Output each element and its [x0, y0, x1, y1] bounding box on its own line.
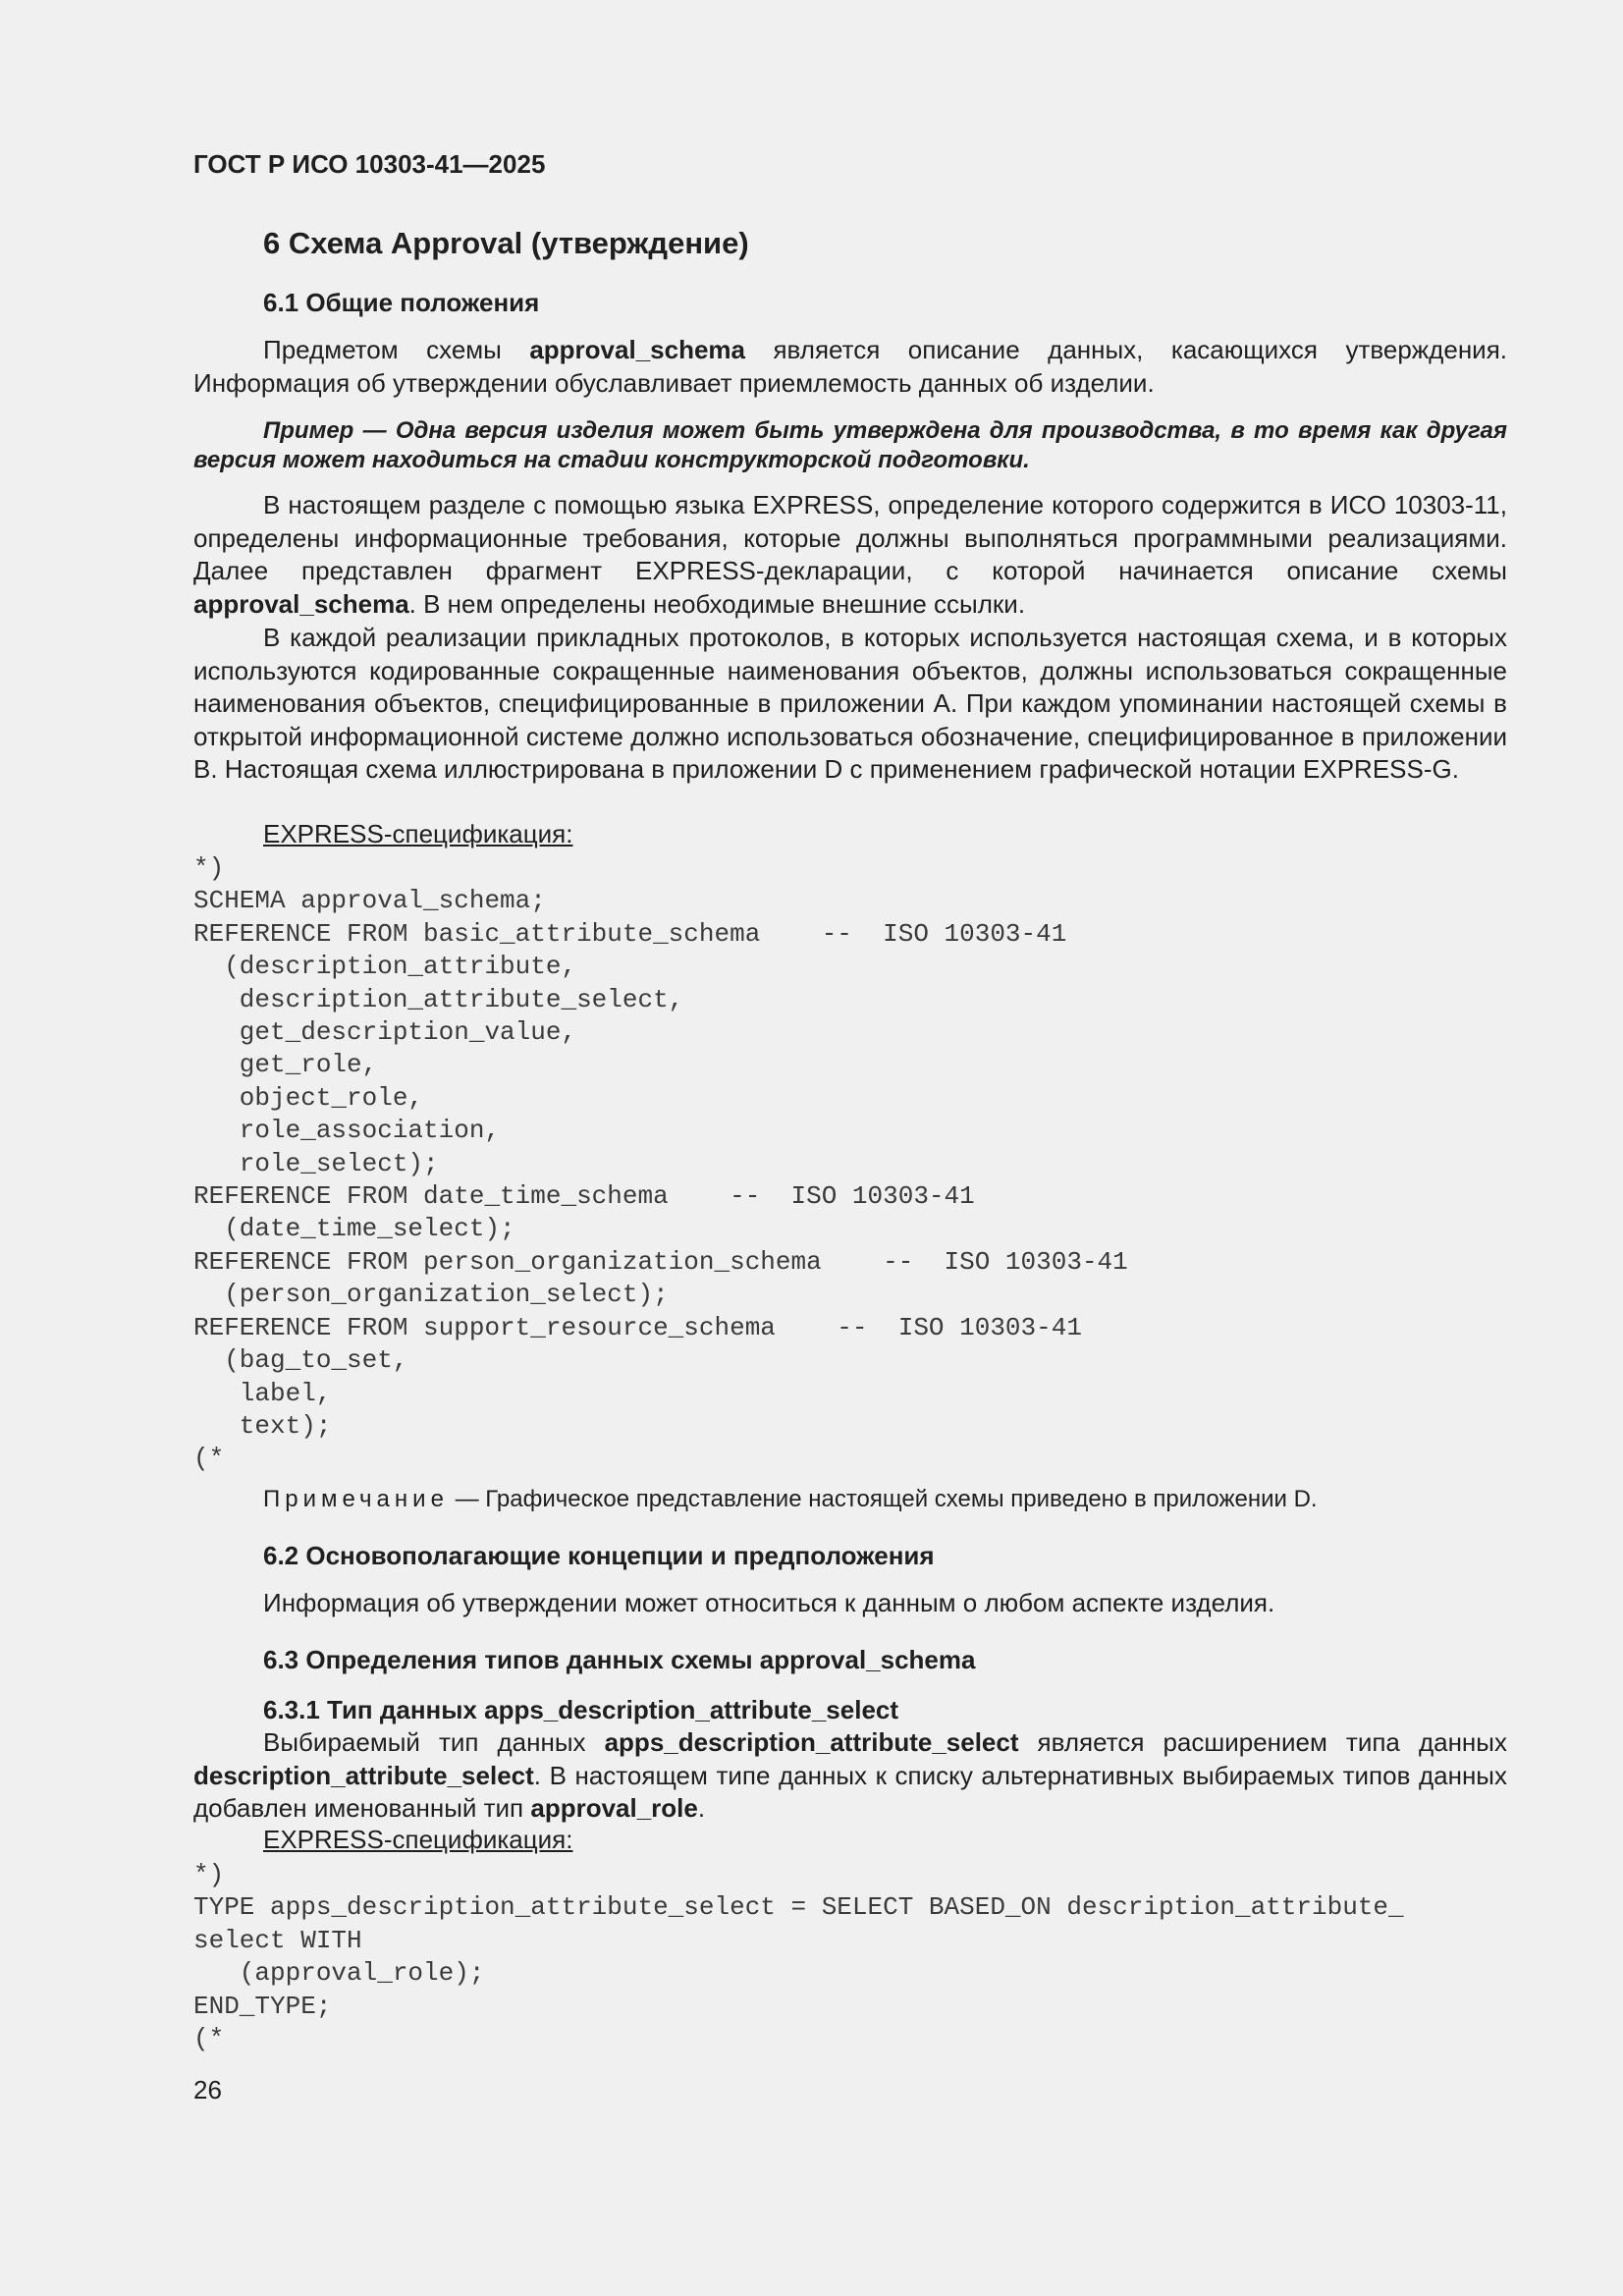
term-bold: apps_description_attribute_select: [604, 1727, 1019, 1757]
note-label: Примечание: [263, 1486, 449, 1512]
text-run: В настоящем разделе с помощью языка EXPRESS, определение которого содержится в ИСО 10303-11, определены информационные требования, которые должны выполняться программными реализациями. Далее представлен фрагмент EXPRESS-декларации, с которой начинается описание схемы: [193, 490, 1507, 585]
paragraph-implementations: В каждой реализации прикладных протоколов, в которых используется настоящая схема, и в которых используются кодированные сокращенные наименования объектов, должны использоваться сокращенные наименования объектов, специфицированные в приложении A. При каждом упоминании настоящей схемы в открытой информационной системе должно использоваться обозначение, специфицированное в приложении B. Настоящая схема иллюстрирована в приложении D с применением графической нотации EXPRESS-G.: [193, 623, 1507, 784]
term-bold: approval_role: [530, 1793, 698, 1823]
text-run: . В настоящем типе данных к списку альтернативных выбираемых типов данных добавлен именованный тип: [193, 1760, 1507, 1823]
text-run: является расширением типа данных: [1018, 1727, 1507, 1757]
term-bold: description_attribute_select: [193, 1760, 534, 1790]
text-run: . В нем определены необходимые внешние ссылки.: [408, 588, 1026, 619]
subsection-heading-concepts: 6.2 Основополагающие концепции и предположения: [263, 1541, 935, 1570]
express-spec-label: EXPRESS-спецификация:: [263, 819, 573, 848]
term-bold: approval_schema: [529, 335, 745, 364]
document-header: ГОСТ Р ИСО 10303-41—2025: [193, 149, 546, 179]
note-dash: —: [448, 1486, 486, 1512]
express-spec-label-2: EXPRESS-спецификация:: [263, 1825, 573, 1854]
text-run: Предметом схемы: [263, 335, 530, 364]
paragraph-express-intro: [193, 489, 1507, 621]
express-code-block-2: *) TYPE apps_description_attribute_select = SELECT BASED_ON description_attribute_ select WITH (approval_role); END_TYPE; (*: [193, 1860, 1404, 2054]
note: [263, 1486, 1318, 1513]
text-run: является описание данных, касающихся утверждения. Информация об утверждении обуславливает приемлемость данных об изделии.: [193, 335, 1507, 398]
text-run: Выбираемый тип данных: [263, 1727, 605, 1757]
note-text: Графическое представление настоящей схемы приведено в приложении D.: [485, 1486, 1318, 1512]
paragraph-subject: [193, 334, 1507, 400]
example-paragraph: Пример — Одна версия изделия может быть утверждена для производства, в то время как другая версия может находиться на стадии конструкторской подготовки.: [193, 417, 1507, 473]
express-code-block: *) SCHEMA approval_schema; REFERENCE FROM basic_attribute_schema -- ISO 10303-41 (description_attribute, description_attribute_select, get_description_value, get_role, object_role, role_association, role_select); REFERENCE FROM date_time_schema -- ISO 10303-41 (date_time_select); REFERENCE FROM person_organization_schema -- ISO 10303-41 (person_organization_select); REFERENCE FROM support_resource_schema -- ISO 10303-41 (bag_to_set, label, text); (*: [193, 853, 1128, 1474]
term-bold: approval_schema: [193, 588, 409, 619]
paragraph-type-description: [193, 1726, 1507, 1826]
section-heading: 6 Схема Approval (утверждение): [263, 226, 749, 260]
subsection-heading-types: 6.3 Определения типов данных схемы approval_schema: [263, 1645, 976, 1674]
paragraph-concepts: Информация об утверждении может относиться к данным о любом аспекте изделия.: [263, 1588, 1275, 1617]
text-run: .: [697, 1793, 706, 1823]
type-heading: 6.3.1 Тип данных apps_description_attribute_select: [263, 1695, 899, 1724]
page-number: 26: [193, 2075, 222, 2105]
subsection-heading-general: 6.1 Общие положения: [263, 288, 540, 317]
